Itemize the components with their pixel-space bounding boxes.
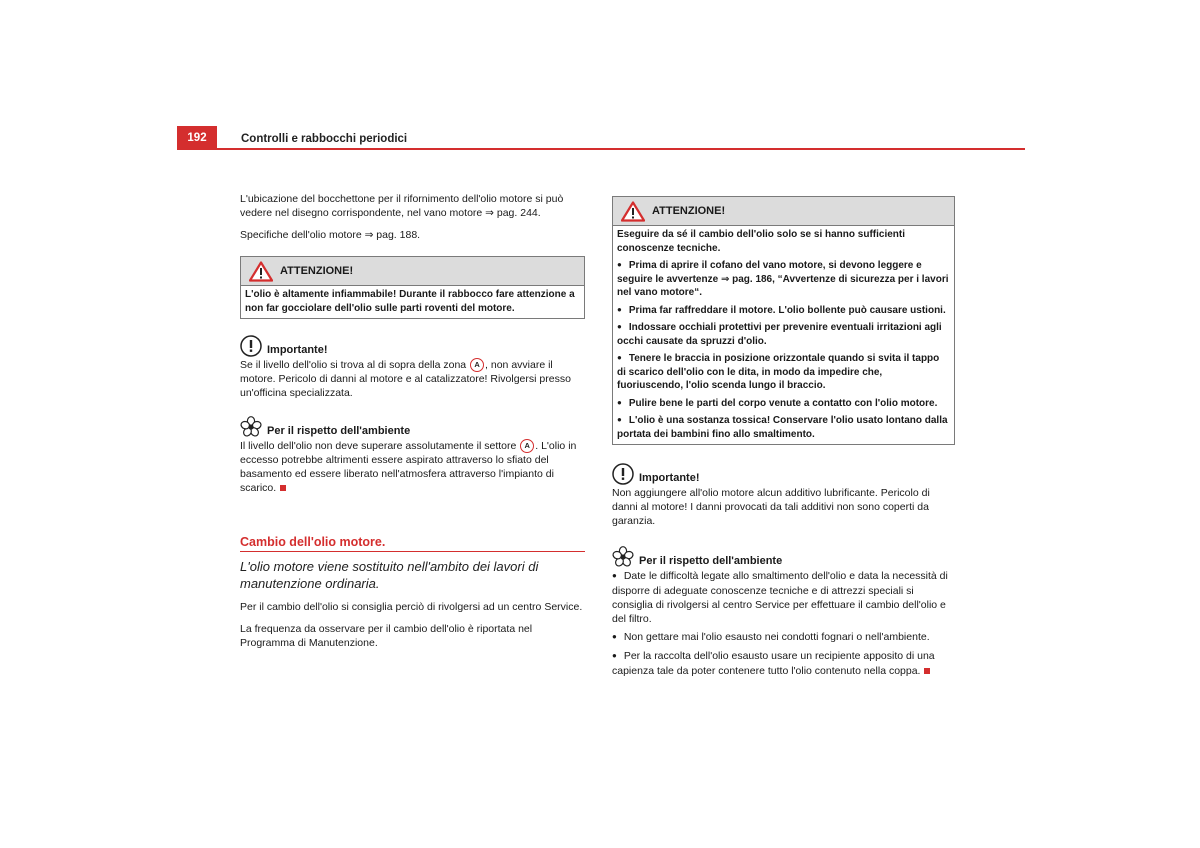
page-number: 192	[177, 126, 217, 148]
flower-icon	[240, 416, 262, 438]
oil-spec-paragraph: Specifiche dell'olio motore ⇒ pag. 188.	[240, 229, 421, 241]
chapter-title: Controlli e rabbocchi periodici	[241, 133, 408, 145]
warning-triangle-icon	[621, 201, 645, 222]
environment-header	[612, 544, 955, 568]
flower-icon	[612, 546, 634, 568]
warning-intro: Eseguire da sé il cambio dell'olio solo se si hanno sufficienti conoscenze tecniche.	[617, 229, 906, 254]
warning-triangle-icon	[249, 261, 273, 282]
warning-text: L'olio è altamente infiammabile! Durante il rabbocco fare attenzione a non far gocciolare dell'olio sulle parti roventi del motore.	[245, 289, 575, 314]
environment-title: Per il rispetto dell'ambiente	[267, 425, 411, 438]
warning-box	[612, 196, 955, 445]
right-column	[612, 196, 955, 686]
warning-item: ● Tenere le braccia in posizione orizzontale quando si svita il tappo di scarico dell'olio con le dita, in modo da impedire che, fuoriuscendo, l'olio scenda lungo il braccio.	[617, 352, 950, 393]
warning-item: ● Prima di aprire il cofano del vano motore, si devono leggere e seguire le avvertenze ⇒ pag. 186, “Avvertenze di sicurezza per i lavori nel vano motore“.	[617, 259, 950, 300]
warning-header	[241, 257, 584, 286]
end-marker	[280, 485, 286, 491]
warning-box	[240, 256, 585, 319]
left-column	[240, 192, 585, 658]
zone-a-marker: A	[470, 358, 484, 372]
warning-title: ATTENZIONE!	[652, 205, 726, 217]
important-icon	[240, 335, 262, 357]
warning-item: ● Prima far raffreddare il motore. L'olio bollente può causare ustioni.	[617, 304, 950, 318]
service-paragraph: Per il cambio dell'olio si consiglia perciò di rivolgersi ad un centro Service.	[240, 601, 583, 614]
warning-item: ● L'olio è una sostanza tossica! Conservare l'olio usato lontano dalla portata dei bambini fino allo smaltimento.	[617, 414, 950, 441]
environment-title: Per il rispetto dell'ambiente	[639, 555, 783, 567]
page-header	[177, 126, 1025, 150]
environment-text: Il livello dell'olio non deve superare assolutamente il settore A . L'olio in eccesso potrebbe altrimenti essere aspirato attraverso lo sfiato del basamento ed essere liberato nell'atmosfera attraverso l'impianto di scarico.	[240, 440, 577, 495]
environment-item: ● Per la raccolta dell'olio esausto usare un recipiente apposito di una capienza tale da poter contenere tutto l'olio contenuto nella coppa.	[612, 649, 955, 678]
end-marker	[924, 668, 930, 674]
section-lead: L'olio motore viene sostituito nell'ambito dei lavori di manutenzione ordinaria.	[240, 559, 539, 592]
warning-item: ● Pulire bene le parti del corpo venute a contatto con l'olio motore.	[617, 397, 950, 411]
section-title: Cambio dell'olio motore.	[240, 535, 585, 552]
important-icon	[612, 463, 634, 485]
frequency-paragraph: La frequenza da osservare per il cambio dell'olio è riportata nel Programma di Manutenzione.	[240, 623, 533, 650]
warning-header	[613, 197, 954, 226]
environment-item: ● Date le difficoltà legate allo smaltimento dell'olio e data la necessità di disporre di adeguate conoscenze tecniche e di attrezzi speciali si consiglia di rivolgersi al centro Service per effettuare il cambio dell'olio e del filtro.	[612, 569, 955, 626]
important-header	[612, 461, 955, 485]
environment-header	[240, 414, 585, 438]
important-text: Se il livello dell'olio si trova al di sopra della zona A , non avviare il motore. Pericolo di danni al motore e al catalizzatore! Rivolgersi presso un'officina specializzata.	[240, 359, 571, 400]
important-title: Importante!	[639, 472, 700, 484]
important-title: Importante!	[267, 344, 328, 356]
warning-title: ATTENZIONE!	[280, 265, 354, 277]
environment-item: ● Non gettare mai l'olio esausto nei condotti fognari o nell'ambiente.	[612, 630, 955, 645]
important-header	[240, 333, 585, 357]
sector-a-marker: A	[520, 439, 534, 453]
intro-paragraph: L'ubicazione del bocchettone per il rifornimento dell'olio motore si può vedere nel disegno corrispondente, nel vano motore ⇒ pag. 244.	[240, 193, 564, 219]
warning-item: ● Indossare occhiali protettivi per prevenire eventuali irritazioni agli occhi causate da spruzzi d'olio.	[617, 321, 950, 348]
important-text: Non aggiungere all'olio motore alcun additivo lubrificante. Pericolo di danni al motore! I danni provocati da tali additivi non sono coperti da garanzia.	[612, 487, 930, 527]
